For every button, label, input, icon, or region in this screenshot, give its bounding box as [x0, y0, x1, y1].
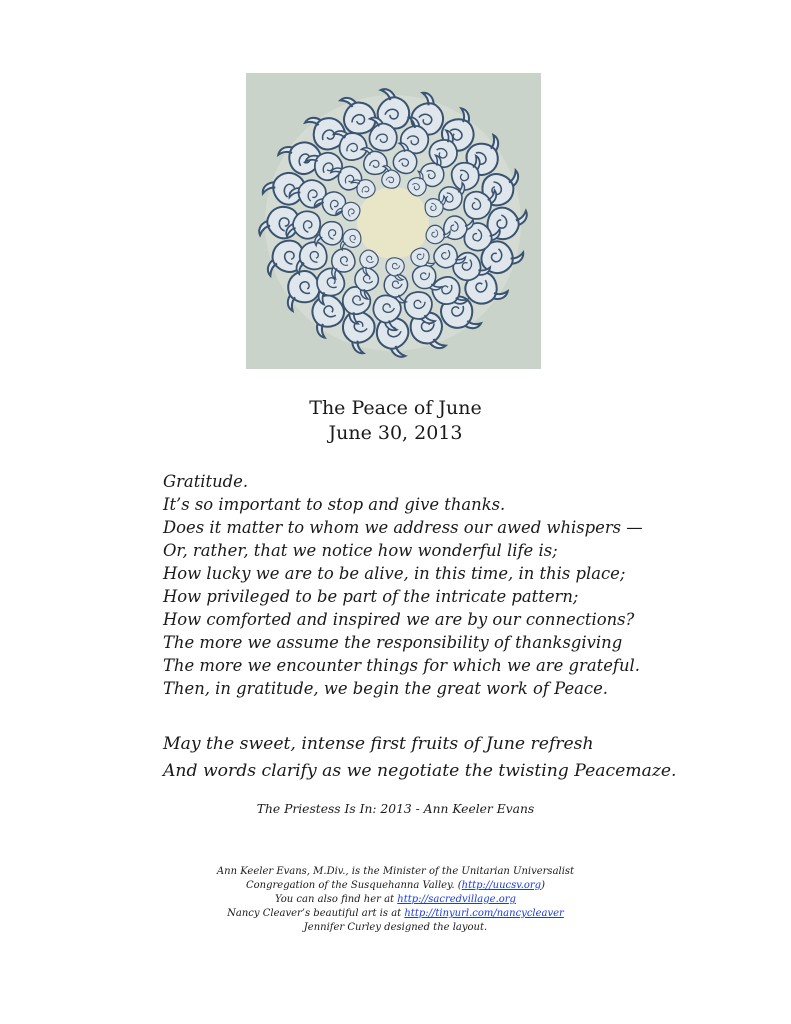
- footer-line: Ann Keeler Evans, M.Div., is the Minister of the Unitarian Universalist: [216, 866, 575, 877]
- footer-line: Jennifer Curley designed the layout.: [303, 922, 488, 933]
- footer-line: [0, 893, 791, 907]
- poem-line: Or, rather, that we notice how wonderful life is;: [163, 541, 558, 560]
- footer-text: ): [541, 880, 545, 891]
- poem-body: [163, 470, 723, 700]
- footer-text: Congregation of the Susquehanna Valley. (: [245, 880, 462, 891]
- poem-closing: [163, 731, 723, 785]
- poem-line: Does it matter to whom we address our awed whispers —: [163, 518, 643, 537]
- poem-line: How lucky we are to be alive, in this time, in this place;: [163, 564, 626, 583]
- closing-line: May the sweet, intense first fruits of June refresh: [163, 734, 594, 754]
- title-line: The Peace of June: [309, 397, 482, 419]
- poem-line: It’s so important to stop and give thanks.: [163, 495, 506, 514]
- poem-line: Gratitude.: [163, 472, 249, 491]
- sacredvillage-link[interactable]: http://sacredvillage.org: [397, 894, 516, 905]
- uucsv-link[interactable]: http://uucsv.org: [461, 880, 542, 891]
- closing-line: And words clarify as we negotiate the twisting Peacemaze.: [163, 761, 677, 781]
- date-line: June 30, 2013: [328, 422, 463, 444]
- poem-line: How comforted and inspired we are by our connections?: [163, 610, 635, 629]
- poem-line: The more we assume the responsibility of thanksgiving: [163, 633, 623, 652]
- footer-line: [0, 879, 791, 893]
- footer-text: You can also find her at: [275, 894, 398, 905]
- mandala-image: [246, 73, 541, 369]
- footer-line: [0, 907, 791, 921]
- footer-text: Nancy Cleaver’s beautiful art is at: [227, 908, 405, 919]
- footer-notes: [0, 865, 791, 935]
- author-credit: The Priestess Is In: 2013 - Ann Keeler Evans: [256, 802, 535, 816]
- page-title: [0, 396, 791, 446]
- poem-line: Then, in gratitude, we begin the great work of Peace.: [163, 679, 609, 698]
- poem-line: How privileged to be part of the intricate pattern;: [163, 587, 579, 606]
- mandala-artwork: [246, 73, 541, 369]
- nancycleaver-link[interactable]: http://tinyurl.com/nancycleaver: [404, 908, 564, 919]
- poem-line: The more we encounter things for which we are grateful.: [163, 656, 640, 675]
